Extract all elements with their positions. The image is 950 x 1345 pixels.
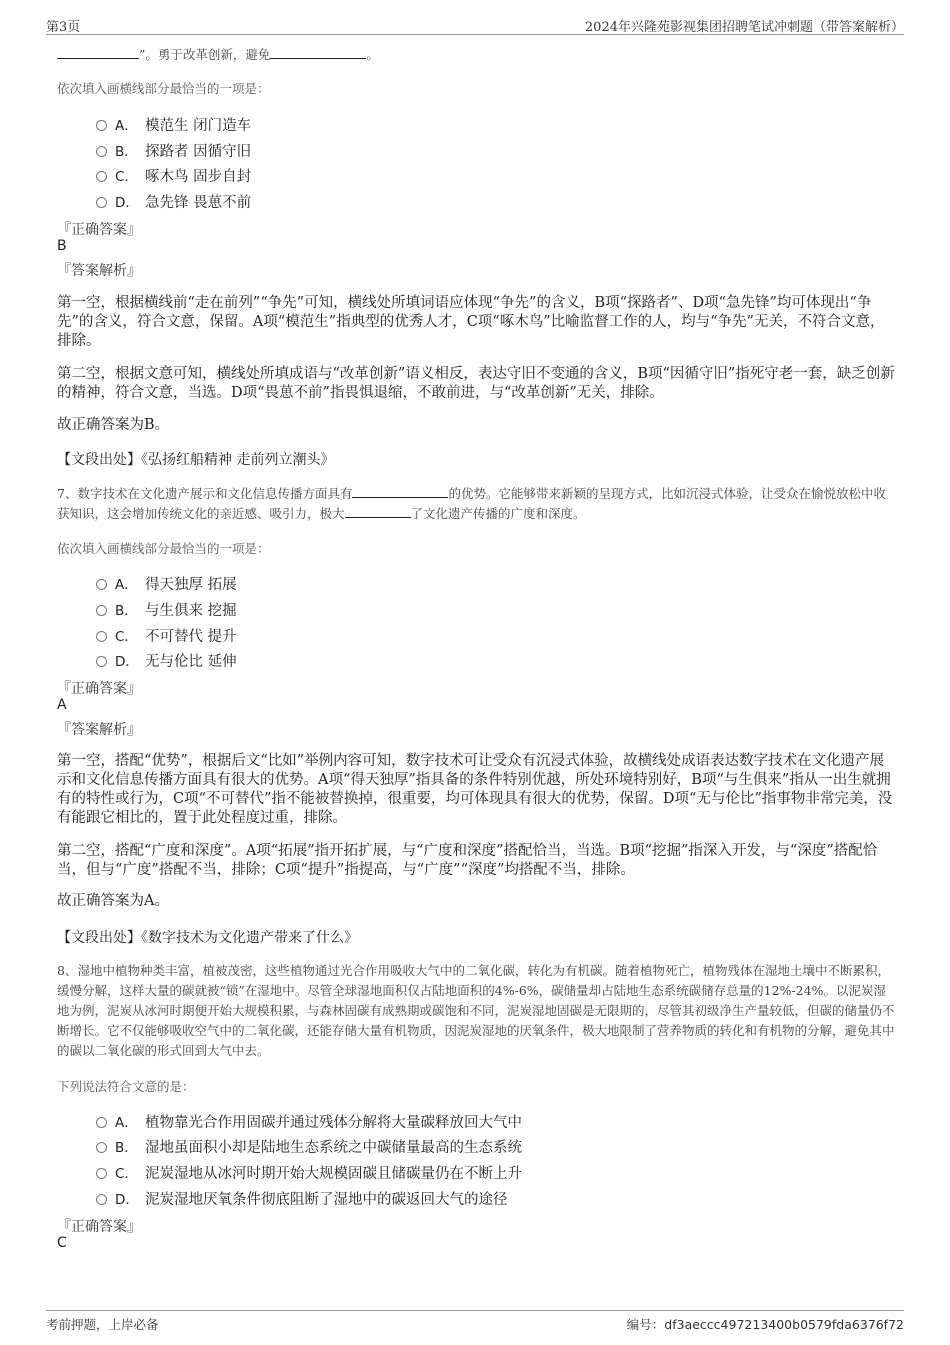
radio-icon[interactable] — [96, 1142, 107, 1153]
q8-stem: 8、湿地中植物种类丰富，植被茂密，这些植物通过光合作用吸收大气中的二氧化碳，转化为有机碳。随着植物死亡，植物残体在湿地土壤中不断累积，缓慢分解，这样大量的碳就被“锁”在湿地中。尽管全球湿地面积仅占陆地面积的4%-6%，碳储量却占陆地生态系统碳储存总量的12%-24%。以泥炭湿地为例，泥炭从冰河时期便开始大规模积累，与森林固碳有成熟期或碳饱和不同，泥炭湿地固碳是无限期的，尽管其初级净生产量较低，但碳的储量仍不断增长。它不仅能够吸收空气中的二氧化碳，还能存储大量有机物质，因泥炭湿地的厌氧条件，极大地限制了营养物质的转化和有机物的分解，避免其中的碳以二氧化碳的形式回到大气中去。 — [57, 963, 895, 1058]
q8-option-d[interactable]: D． 泥炭湿地厌氧条件彻底阻断了湿地中的碳返回大气的途径 — [96, 1188, 508, 1209]
q7-answer-label: 『正确答案』 — [57, 681, 141, 697]
radio-icon[interactable] — [96, 197, 107, 208]
radio-icon[interactable] — [96, 605, 107, 616]
q8-answer-label: 『正确答案』 — [57, 1219, 141, 1235]
q8-option-c[interactable]: C． 泥炭湿地从冰河时期开始大规模固碳且储碳量仍在不断上升 — [96, 1162, 522, 1183]
radio-icon[interactable] — [96, 631, 107, 642]
q6-answer: B — [57, 238, 67, 254]
q6-analysis-1: 第一空，根据横线前“走在前列”“争先”可知，横线处所填词语应体现“争先”的含义，B项“探路者”、D项“急先锋”均可体现出“争先”的含义，符合文意，保留。A项“模范生”指典型的优秀人才，C项“啄木鸟”比喻监督工作的人，均与“争先”无关，不符合文意，排除。 — [57, 295, 885, 349]
page-number: 第3页 — [46, 20, 81, 35]
q7-option-d[interactable]: D． 无与伦比 延伸 — [96, 650, 237, 671]
q8-answer: C — [57, 1235, 67, 1251]
footer-slogan: 考前押题，上岸必备 — [46, 1317, 159, 1332]
q7-option-a[interactable]: A． 得天独厚 拓展 — [96, 573, 237, 594]
q8-prompt: 下列说法符合文意的是： — [57, 1079, 195, 1094]
q6-prompt: 依次填入画横线部分最恰当的一项是： — [57, 81, 270, 96]
q7-option-c[interactable]: C． 不可替代 提升 — [96, 625, 237, 646]
q6-answer-label: 『正确答案』 — [57, 222, 141, 238]
radio-icon[interactable] — [96, 579, 107, 590]
q6-option-b[interactable]: B． 探路者 因循守旧 — [96, 140, 251, 161]
radio-icon[interactable] — [96, 146, 107, 157]
radio-icon[interactable] — [96, 1168, 107, 1179]
document-code: 编号：df3aeccc497213400b0579fda6376f72 — [626, 1317, 904, 1332]
q6-analysis-3: 故正确答案为B。 — [57, 417, 170, 433]
q7-stem: 7、数字技术在文化遗产展示和文化信息传播方面具有 的优势。它能够带来新颖的呈现方式，比如沉浸式体验，让受众在愉悦放松中收获知识，这会增加传统文化的亲近感、吸引力，极大 了文化遗产传播的广度和深度。 — [57, 486, 886, 521]
fill-blank — [57, 46, 139, 59]
q6-analysis-label: 『答案解析』 — [57, 263, 141, 279]
q7-option-b[interactable]: B． 与生俱来 挖掘 — [96, 599, 237, 620]
q6-analysis-2: 第二空，根据文意可知，横线处所填成语与“改革创新”语义相反，表达守旧不变通的含义，B项“因循守旧”指死守老一套，缺乏创新的精神，符合文意，当选。D项“畏葸不前”指畏惧退缩，不敢前进，与“改革创新”无关，排除。 — [57, 366, 895, 401]
q6-stem-tail: ”。勇于改革创新，避免 。 — [57, 45, 897, 65]
radio-icon[interactable] — [96, 171, 107, 182]
fill-blank — [345, 505, 411, 518]
q7-source: 【文段出处】《数字技术为文化遗产带来了什么》 — [57, 930, 358, 946]
q7-answer: A — [57, 697, 67, 713]
q6-option-a[interactable]: A． 模范生 闭门造车 — [96, 114, 251, 135]
q7-prompt: 依次填入画横线部分最恰当的一项是： — [57, 541, 270, 556]
q7-analysis-label: 『答案解析』 — [57, 722, 141, 738]
q6-option-c[interactable]: C． 啄木鸟 固步自封 — [96, 165, 251, 186]
q7-analysis-3: 故正确答案为A。 — [57, 893, 169, 909]
page-footer — [46, 1310, 904, 1335]
radio-icon[interactable] — [96, 1117, 107, 1128]
q6-source: 【文段出处】《弘扬红船精神 走前列立潮头》 — [57, 452, 335, 468]
document-title: 2024年兴隆苑影视集团招聘笔试冲刺题（带答案解析） — [584, 20, 904, 35]
fill-blank — [270, 46, 366, 59]
radio-icon[interactable] — [96, 1194, 107, 1205]
radio-icon[interactable] — [96, 656, 107, 667]
q8-option-b[interactable]: B． 湿地虽面积小却是陆地生态系统之中碳储量最高的生态系统 — [96, 1136, 522, 1157]
q6-option-d[interactable]: D． 急先锋 畏葸不前 — [96, 191, 251, 212]
q7-analysis-1: 第一空，搭配“优势”，根据后文“比如”举例内容可知，数字技术可让受众有沉浸式体验，故横线处成语表达数字技术在文化遗产展示和文化信息传播方面具有很大的优势。A项“得天独厚”指具备的条件特别优越，所处环境特别好，B项“与生俱来”指从一出生就拥有的特性或行为，C项“不可替代”指不能被替换掉，很重要，均可体现具有很大的优势，保留。D项“无与伦比”指事物非常完美，没有能跟它相比的，置于此处程度过重，排除。 — [57, 753, 893, 826]
fill-blank — [352, 485, 448, 498]
page-header — [46, 14, 904, 35]
q8-option-a[interactable]: A． 植物靠光合作用固碳并通过残体分解将大量碳释放回大气中 — [96, 1111, 522, 1132]
radio-icon[interactable] — [96, 120, 107, 131]
q7-analysis-2: 第二空，搭配“广度和深度”。A项“拓展”指开拓扩展，与“广度和深度”搭配恰当，当选。B项“挖掘”指深入开发，与“深度”搭配恰当，但与“广度”搭配不当，排除；C项“提升”指提高，与“广度”“深度”均搭配不当，排除。 — [57, 843, 878, 878]
